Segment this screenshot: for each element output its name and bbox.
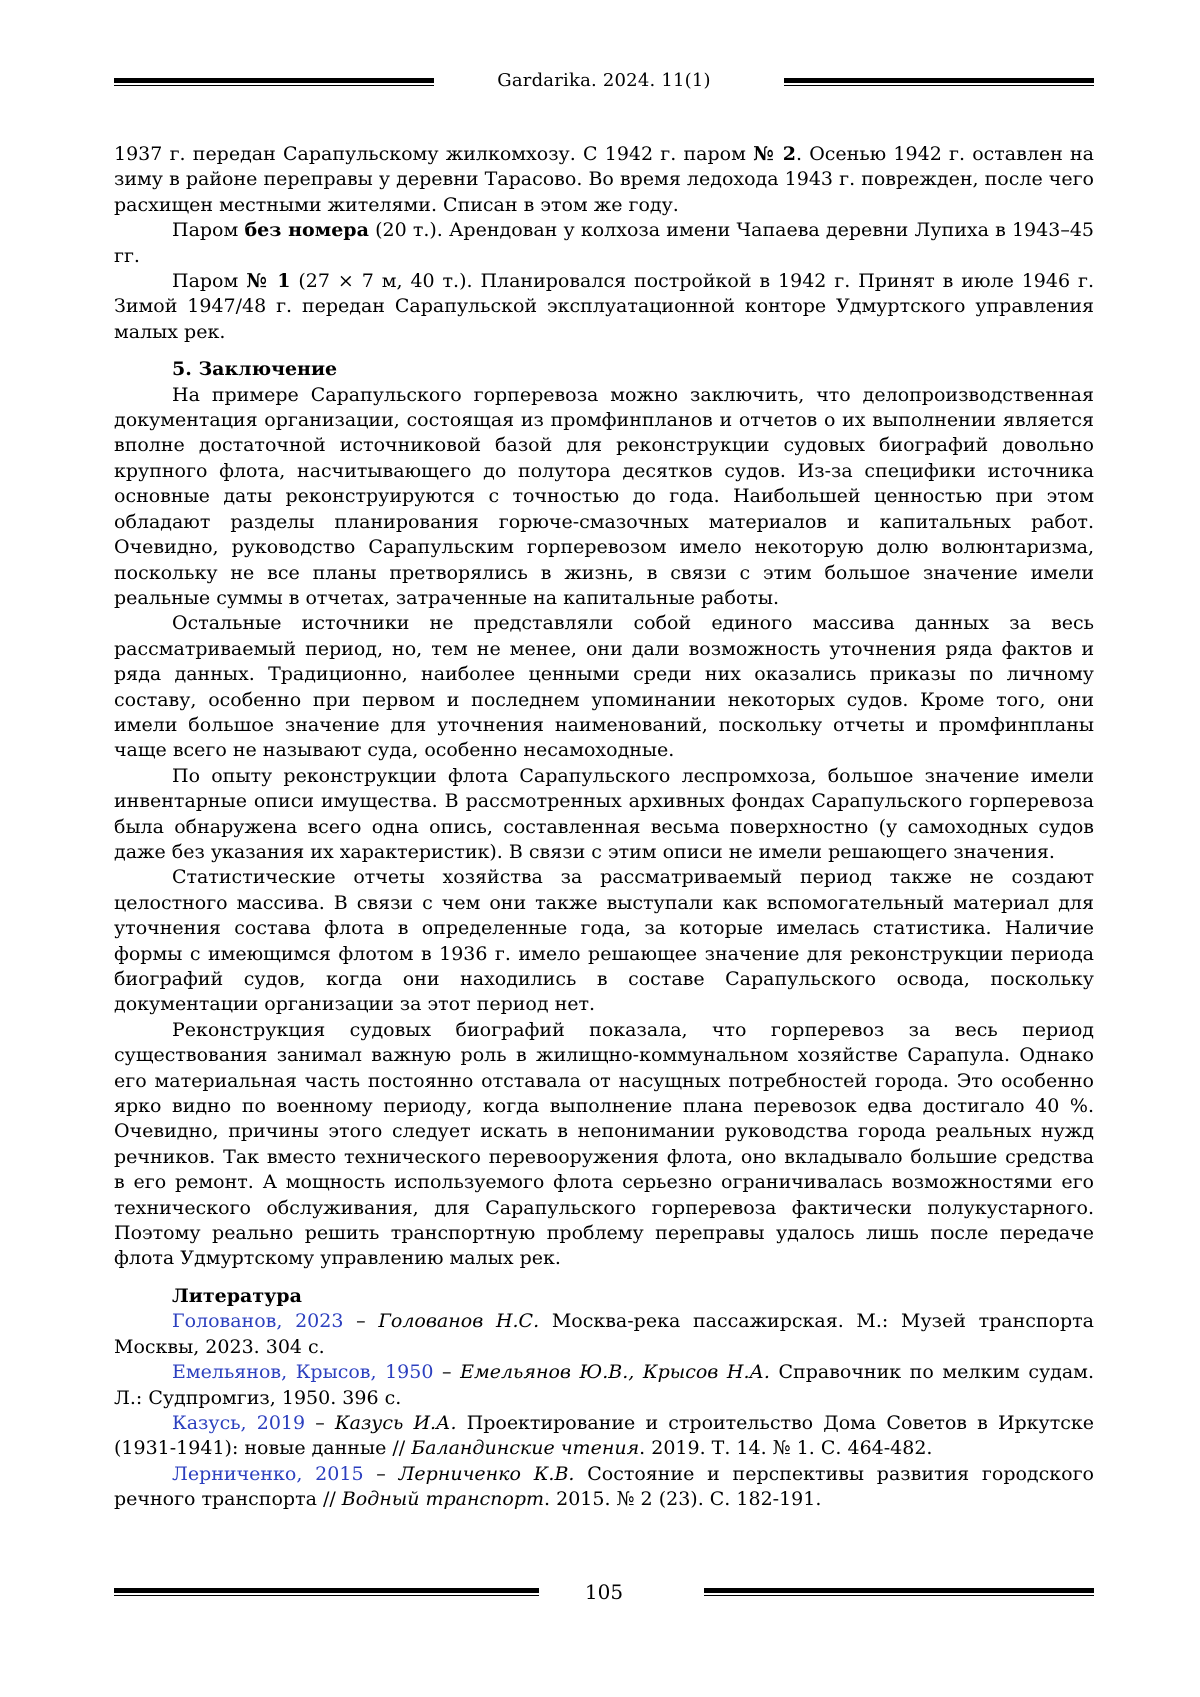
section-heading: 5. Заключение	[172, 358, 338, 381]
reference-item	[114, 1309, 1094, 1360]
journal-title: Gardarika. 2024. 11(1)	[497, 70, 711, 91]
conclusion-paragraph: Остальные источники не представляли собой единого массива данных за весь рассматриваемый период, но, тем не менее, они дали возможность уточнения ряда фактов и ряда данных. Традиционно, наиболее ценными среди них оказались приказы по личному составу, особенно при первом и последнем упоминании некоторых судов. Кроме того, они имели большое значение для уточнения наименований, поскольку отчеты и промфинпланы чаще всего не называют суда, особенно несамоходные.	[114, 612, 1094, 762]
reference-journal: Баландинские чтения	[411, 1437, 640, 1460]
reference-author: Казусь И.А.	[334, 1411, 457, 1434]
text: Справочник по мелким судам. Л.: Судпромгиз, 1950. 396 с.	[114, 1361, 1094, 1409]
running-header	[114, 70, 1094, 94]
text: –	[305, 1411, 335, 1434]
text: (27 × 7 м, 40 т.). Планировался постройкой в 1942 г. Принят в июле 1946 г. Зимой 1947/48 г. передан Сарапульской эксплуатационной конторе Удмуртского управления малых рек.	[114, 270, 1094, 343]
article-body	[114, 142, 1094, 1513]
reference-link[interactable]: Лерниченко, 2015	[172, 1462, 364, 1485]
text: –	[433, 1361, 461, 1384]
page-footer	[114, 1580, 1094, 1610]
page-number: 105	[584, 1580, 624, 1604]
paragraph-ferry-2	[114, 142, 1094, 218]
ferry-name: № 1	[246, 270, 291, 293]
reference-author: Емельянов Ю.В., Крысов Н.А.	[460, 1361, 770, 1384]
conclusion-paragraph: Реконструкция судовых биографий показала, что горперевоз за весь период существования занимал важную роль в жилищно-коммунальном хозяйстве Сарапула. Однако его материальная часть постоянно отставала от насущных потребностей города. Это особенно ярко видно по военному периоду, когда выполнение плана перевозок едва достигало 40 %. Очевидно, причины этого следует искать в непонимании руководства города реальных нужд речников. Так вместо технического перевооружения флота, оно вкладывало большие средства в его ремонт. А мощность используемого флота серьезно ограничивалась возможностями его технического обслуживания, для Сарапульского горперевоза фактически полукустарного. Поэтому реально решить транспортную проблему переправы удалось лишь после передаче флота Удмуртскому управлению малых рек.	[114, 1018, 1094, 1270]
reference-item	[114, 1462, 1094, 1513]
text: . 2015. № 2 (23). С. 182-191.	[544, 1488, 822, 1511]
conclusion-paragraph: На примере Сарапульского горперевоза можно заключить, что делопроизводственная документация организации, состоящая из промфинпланов и отчетов о их выполнении является вполне достаточной источниковой базой для реконструкции судовых биографий довольно крупного флота, насчитывающего до полутора десятков судов. Из-за специфики источника основные даты реконструируются с точностью до года. Наибольшей ценностью при этом обладают разделы планирования горюче-смазочных материалов и капитальных работ. Очевидно, руководство Сарапульским горперевозом имело некоторую долю волюнтаризма, поскольку не все планы претворялись в жизнь, в связи с этим большое значение имели реальные суммы в отчетах, затраченные на капитальные работы.	[114, 383, 1094, 609]
text: Проектирование и строительство Дома Советов в Иркутске (1931-1941): новые данные //	[114, 1411, 1095, 1460]
text: Состояние и перспективы развития городского речного транспорта //	[114, 1462, 1094, 1511]
text: (20 т.). Арендован у колхоза имени Чапаева деревни Лупиха в 1943–45 гг.	[114, 219, 1094, 267]
text: –	[363, 1462, 399, 1485]
literature-heading: Литература	[172, 1284, 302, 1307]
text: 1937 г. передан Сарапульскому жилкомхозу. С 1942 г. паром	[114, 143, 754, 165]
reference-author: Лерниченко К.В.	[398, 1462, 575, 1485]
reference-item	[114, 1411, 1094, 1462]
ferry-name: без номера	[244, 219, 369, 242]
reference-link[interactable]: Емельянов, Крысов, 1950	[172, 1361, 434, 1384]
reference-link[interactable]: Казусь, 2019	[172, 1411, 306, 1434]
paragraph-ferry-1	[114, 269, 1094, 345]
text: Паром	[172, 219, 245, 242]
text: . 2019. Т. 14. № 1. С. 464-482.	[639, 1437, 933, 1460]
reference-item	[114, 1360, 1094, 1411]
conclusion-paragraph: По опыту реконструкции флота Сарапульского леспромхоза, большое значение имели инвентарные описи имущества. В рассмотренных архивных фондах Сарапульского горперевоза была обнаружена всего одна опись, составленная весьма поверхностно (у самоходных судов даже без указания их характеристик). В связи с этим описи не имели решающего значения.	[114, 764, 1094, 863]
paragraph-ferry-no-number	[114, 218, 1094, 269]
reference-journal: Водный транспорт	[341, 1488, 545, 1511]
text: Москва-река пассажирская. М.: Музей транспорта Москвы, 2023. 304 с.	[114, 1310, 1094, 1358]
reference-link[interactable]: Голованов, 2023	[172, 1310, 344, 1333]
ferry-name: № 2	[753, 143, 796, 165]
reference-author: Голованов Н.С.	[378, 1310, 540, 1333]
text: –	[343, 1310, 379, 1333]
text: . Осенью 1942 г. оставлен на зиму в районе переправы у деревни Тарасово. Во время ледохода 1943 г. поврежден, после чего расхищен местными жителями. Списан в этом же году.	[114, 143, 1095, 216]
conclusion-paragraph: Статистические отчеты хозяйства за рассматриваемый период также не создают целостного массива. В связи с чем они также выступали как вспомогательный материал для уточнения состава флота в определенные года, за которые имелась статистика. Наличие формы с имеющимся флотом в 1936 г. имело решающее значение для реконструкции периода биографий судов, когда они находились в составе Сарапульского освода, поскольку документации организации за этот период нет.	[114, 866, 1094, 1016]
text: Паром	[172, 270, 247, 293]
